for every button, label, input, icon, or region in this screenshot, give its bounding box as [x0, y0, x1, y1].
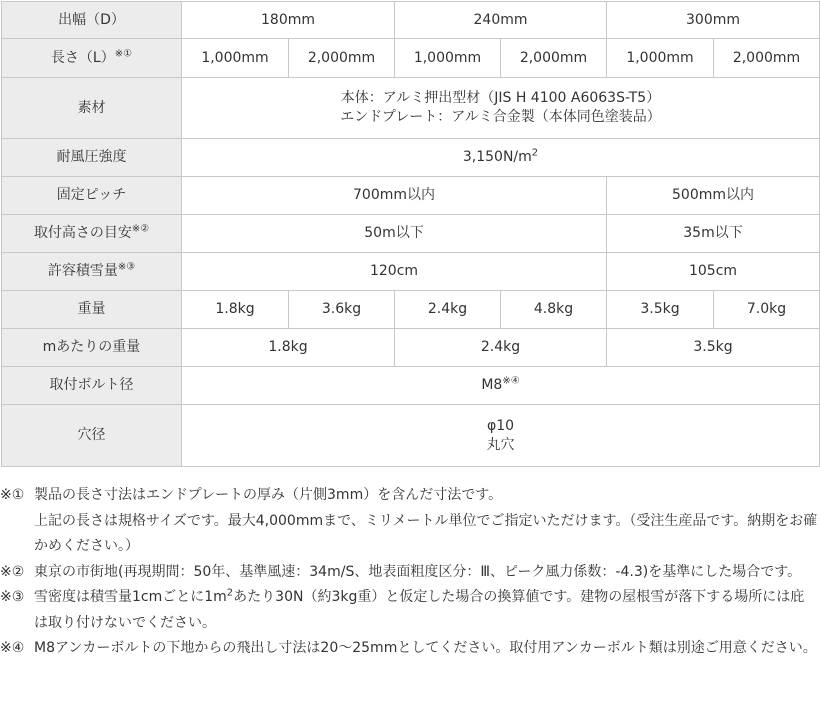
note-mark: ※① [0, 487, 25, 503]
note-text [34, 585, 818, 636]
note-ref: ※② [131, 223, 150, 235]
row-label: mあたりの重量 [2, 329, 182, 367]
cell [182, 367, 820, 405]
note-text [34, 483, 818, 560]
material-line: エンドプレート：アルミ合金製（本体同色塗装品） [340, 109, 661, 125]
row-material [2, 78, 820, 139]
cell: 4.8kg [501, 291, 607, 329]
superscript: 2 [531, 147, 539, 159]
cell: 105cm [607, 253, 820, 291]
cell: 1.8kg [182, 291, 289, 329]
row-label: 重量 [2, 291, 182, 329]
superscript: 2 [226, 587, 234, 599]
row-weight-per-m [2, 329, 820, 367]
note-ref: ※① [114, 47, 133, 59]
note-line: 東京の市街地(再現期間：50年、基準風速：34m/S、地表面粗度区分：Ⅲ、ピーク風力係数：-4.3)を基準にした場合です。 [34, 563, 802, 580]
cell: 2.4kg [395, 291, 501, 329]
cell: 120cm [182, 253, 607, 291]
row-length [2, 39, 820, 78]
row-label: 耐風圧強度 [2, 139, 182, 177]
footnotes [0, 483, 818, 662]
cell: 700mm以内 [182, 177, 607, 215]
cell: 2,000mm [501, 39, 607, 78]
cell [182, 405, 820, 467]
note-part: あたり30N（約3kg重）と仮定した場合の換算値です。建物の屋根雪が落下する場所には庇は取り付けないでください。 [34, 589, 805, 631]
cell: 3.5kg [607, 291, 714, 329]
cell: 2,000mm [289, 39, 395, 78]
value-text: M8 [481, 377, 503, 394]
cell [182, 78, 820, 139]
row-label: 穴径 [2, 405, 182, 467]
footnote-2 [0, 560, 818, 586]
cell: 35m以下 [607, 215, 820, 253]
note-mark: ※④ [0, 640, 25, 656]
cell: 1,000mm [607, 39, 714, 78]
spec-table [1, 1, 820, 467]
cell: 180mm [182, 2, 395, 39]
cell: 300mm [607, 2, 820, 39]
cell: 50m以下 [182, 215, 607, 253]
cell: 1,000mm [395, 39, 501, 78]
material-line: 本体：アルミ押出型材（JIS H 4100 A6063S-T5） [340, 90, 661, 107]
footnote-3 [0, 585, 818, 636]
cell: 240mm [395, 2, 607, 39]
row-label: 素材 [2, 78, 182, 139]
row-label: 出幅（D） [2, 2, 182, 39]
note-line: M8アンカーボルトの下地からの飛出し寸法は20～25mmとしてください。取付用アンカーボルト類は別途ご用意ください。 [34, 640, 817, 656]
label-text: 許容積雪量 [47, 263, 118, 280]
footnote-1 [0, 483, 818, 560]
cell: 3.5kg [607, 329, 820, 367]
hole-line: 丸穴 [486, 436, 515, 453]
note-mark: ※③ [0, 589, 25, 605]
note-ref: ※④ [502, 375, 520, 387]
label-text: 取付高さの目安 [33, 225, 132, 242]
row-label [2, 39, 182, 78]
row-label [2, 215, 182, 253]
value-text: 3,150N/m [462, 149, 532, 166]
row-label [2, 253, 182, 291]
cell [182, 139, 820, 177]
cell: 1.8kg [182, 329, 395, 367]
note-ref: ※③ [117, 261, 136, 273]
cell: 1,000mm [182, 39, 289, 78]
cell: 3.6kg [289, 291, 395, 329]
row-label: 取付ボルト径 [2, 367, 182, 405]
note-part: 雪密度は積雪量1cmごとに1m [34, 589, 227, 605]
footnote-4 [0, 636, 818, 662]
row-bolt [2, 367, 820, 405]
note-line: 上記の長さは規格サイズです。最大4,000mmまで、ミリメートル単位でご指定いただけます。（受注生産品です。納期をお確かめください。） [34, 512, 818, 554]
row-label: 固定ピッチ [2, 177, 182, 215]
note-mark: ※② [0, 563, 25, 580]
row-pitch [2, 177, 820, 215]
cell: 2.4kg [395, 329, 607, 367]
row-wind [2, 139, 820, 177]
row-hole [2, 405, 820, 467]
row-width [2, 2, 820, 39]
cell: 2,000mm [714, 39, 820, 78]
row-weight [2, 291, 820, 329]
cell: 7.0kg [714, 291, 820, 329]
note-line: 製品の長さ寸法はエンドプレートの厚み（片側3mm）を含んだ寸法です。 [34, 487, 503, 503]
cell: 500mm以内 [607, 177, 820, 215]
label-text: 長さ（L） [50, 49, 115, 66]
row-snow [2, 253, 820, 291]
row-height [2, 215, 820, 253]
hole-line: φ10 [486, 417, 515, 434]
